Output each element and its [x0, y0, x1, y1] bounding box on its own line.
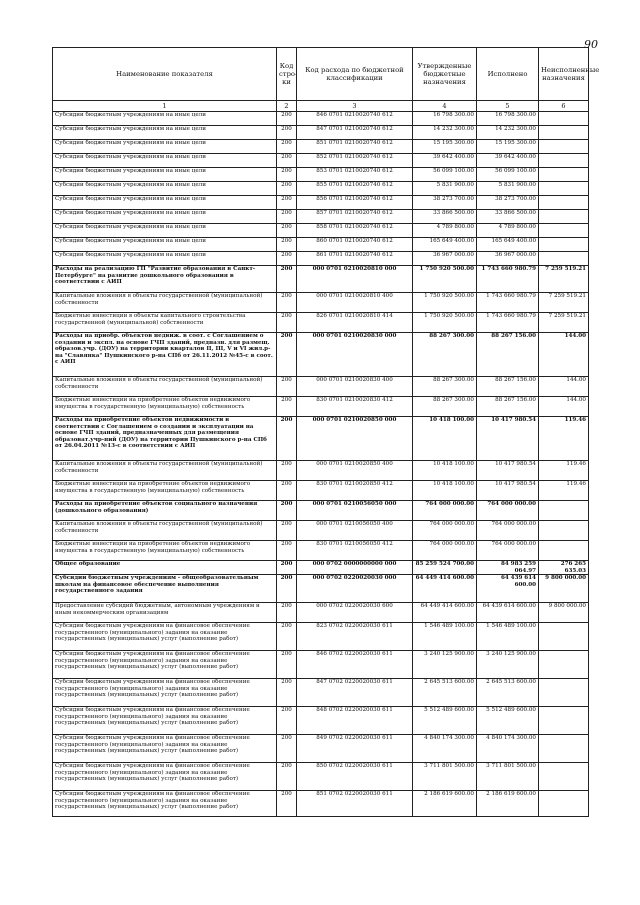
row-approved: 764 000 000.00 — [413, 501, 477, 521]
row-unexecuted: 7 259 519.21 — [539, 293, 589, 313]
row-executed: 38 273 700.00 — [477, 196, 539, 210]
row-line-code: 200 — [277, 623, 297, 651]
table-row — [53, 154, 589, 168]
table-row — [53, 791, 589, 817]
row-name: Бюджетные инвестиции на приобретение объектов недвижимого имущества в государственную (муниципальную) собственность — [53, 397, 277, 417]
header-unexecuted: Неисполненные назначения — [539, 48, 589, 101]
row-executed: 64 439 614 600.00 — [477, 603, 539, 623]
table-row — [53, 707, 589, 735]
row-name: Субсидии бюджетным учреждениям на финансовое обеспечение государственного (муниципального) задания на оказание государственных (муниципальных) услуг (выполнение работ) — [53, 651, 277, 679]
row-unexecuted — [539, 182, 589, 196]
col-number-4: 4 — [413, 101, 477, 112]
table-row — [53, 541, 589, 561]
table-row — [53, 293, 589, 313]
row-line-code: 200 — [277, 293, 297, 313]
table-row — [53, 196, 589, 210]
row-unexecuted — [539, 707, 589, 735]
col-number-5: 5 — [477, 101, 539, 112]
row-approved: 1 750 920 500.00 — [413, 266, 477, 293]
row-executed: 5 831 900.00 — [477, 182, 539, 196]
row-name: Субсидии бюджетным учреждениям на иные цели — [53, 210, 277, 224]
table-row — [53, 252, 589, 266]
header-approved: Утвержденные бюджетные назначения — [413, 48, 477, 101]
row-executed: 1 546 489 100.00 — [477, 623, 539, 651]
row-executed: 165 649 400.00 — [477, 238, 539, 252]
row-name: Капитальные вложения в объекты государственной (муниципальной) собственности — [53, 293, 277, 313]
row-unexecuted — [539, 196, 589, 210]
row-name: Субсидии бюджетным учреждениям на иные цели — [53, 196, 277, 210]
row-line-code: 200 — [277, 182, 297, 196]
row-expense-code: 846 0701 0210020740 612 — [297, 112, 413, 126]
row-approved: 764 000 000.00 — [413, 521, 477, 541]
row-approved: 38 273 700.00 — [413, 196, 477, 210]
row-name: Субсидии бюджетным учреждениям на финансовое обеспечение государственного (муниципального) задания на оказание государственных (муниципальных) услуг (выполнение работ) — [53, 679, 277, 707]
row-line-code: 200 — [277, 112, 297, 126]
row-unexecuted: 119.46 — [539, 461, 589, 481]
row-approved: 165 649 400.00 — [413, 238, 477, 252]
row-executed: 33 866 500.00 — [477, 210, 539, 224]
row-unexecuted — [539, 541, 589, 561]
row-approved: 88 267 300.00 — [413, 397, 477, 417]
row-approved: 764 000 000.00 — [413, 541, 477, 561]
row-unexecuted: 276 265 635.03 — [539, 561, 589, 575]
header-expense-code: Код расхода по бюджетной классификации — [297, 48, 413, 101]
row-expense-code: 823 0702 0220020030 611 — [297, 623, 413, 651]
row-expense-code: 000 0701 0210056050 400 — [297, 521, 413, 541]
row-unexecuted — [539, 791, 589, 817]
row-executed: 10 417 980.54 — [477, 417, 539, 461]
table-row — [53, 224, 589, 238]
row-unexecuted: 144.00 — [539, 333, 589, 377]
row-unexecuted: 9 800 000.00 — [539, 603, 589, 623]
row-name: Субсидии бюджетным учреждениям - общеобразовательным школам на финансовое обеспечение выполнения государственного задания — [53, 575, 277, 603]
row-name: Субсидии бюджетным учреждениям на иные цели — [53, 112, 277, 126]
row-unexecuted — [539, 763, 589, 791]
row-unexecuted — [539, 154, 589, 168]
row-line-code: 200 — [277, 417, 297, 461]
row-approved: 4 789 800.00 — [413, 224, 477, 238]
row-approved: 2 645 513 600.00 — [413, 679, 477, 707]
row-expense-code: 830 0701 0210056050 412 — [297, 541, 413, 561]
row-line-code: 200 — [277, 196, 297, 210]
table-header — [53, 48, 600, 112]
row-approved: 1 750 920 500.00 — [413, 313, 477, 333]
row-expense-code: 852 0701 0210020740 612 — [297, 154, 413, 168]
header-line-code: Код стро-ки — [277, 48, 297, 101]
table-row — [53, 168, 589, 182]
row-unexecuted: 7 259 519.21 — [539, 266, 589, 293]
row-line-code: 200 — [277, 735, 297, 763]
row-line-code: 200 — [277, 679, 297, 707]
row-line-code: 200 — [277, 575, 297, 603]
row-unexecuted: 7 259 519.21 — [539, 313, 589, 333]
row-expense-code: 830 0701 0210020850 412 — [297, 481, 413, 501]
table-row — [53, 575, 589, 603]
row-line-code: 200 — [277, 707, 297, 735]
row-unexecuted: 119.46 — [539, 417, 589, 461]
row-unexecuted — [539, 126, 589, 140]
row-unexecuted — [539, 224, 589, 238]
row-line-code: 200 — [277, 651, 297, 679]
row-unexecuted: 119.46 — [539, 481, 589, 501]
row-expense-code: 830 0701 0210020830 412 — [297, 397, 413, 417]
table-row — [53, 333, 589, 377]
row-approved: 36 967 000.00 — [413, 252, 477, 266]
row-expense-code: 000 0701 0210020850 000 — [297, 417, 413, 461]
row-line-code: 200 — [277, 224, 297, 238]
row-unexecuted — [539, 112, 589, 126]
row-line-code: 200 — [277, 561, 297, 575]
row-expense-code: 000 0701 0210056050 000 — [297, 501, 413, 521]
row-executed: 64 439 614 600.00 — [477, 575, 539, 603]
row-line-code: 200 — [277, 154, 297, 168]
row-executed: 4 840 174 300.00 — [477, 735, 539, 763]
row-approved: 3 711 801 500.00 — [413, 763, 477, 791]
table-row — [53, 603, 589, 623]
row-line-code: 200 — [277, 501, 297, 521]
table-row — [53, 377, 589, 397]
table-row — [53, 735, 589, 763]
row-line-code: 200 — [277, 126, 297, 140]
row-executed: 39 642 400.00 — [477, 154, 539, 168]
col-number-2: 2 — [277, 101, 297, 112]
row-name: Капитальные вложения в объекты государственной (муниципальной) собственности — [53, 461, 277, 481]
row-name: Субсидии бюджетным учреждениям на финансовое обеспечение государственного (муниципального) задания на оказание государственных (муниципальных) услуг (выполнение работ) — [53, 763, 277, 791]
row-name: Субсидии бюджетным учреждениям на финансовое обеспечение государственного (муниципального) задания на оказание государственных (муниципальных) услуг (выполнение работ) — [53, 791, 277, 817]
col-number-6: 6 — [539, 101, 589, 112]
table-row — [53, 763, 589, 791]
row-unexecuted — [539, 651, 589, 679]
row-executed: 14 232 300.00 — [477, 126, 539, 140]
row-executed: 15 195 300.00 — [477, 140, 539, 154]
row-line-code: 200 — [277, 791, 297, 817]
row-executed: 3 711 801 500.00 — [477, 763, 539, 791]
row-unexecuted — [539, 238, 589, 252]
row-line-code: 200 — [277, 603, 297, 623]
table-row — [53, 210, 589, 224]
row-name: Субсидии бюджетным учреждениям на финансовое обеспечение государственного (муниципального) задания на оказание государственных (муниципальных) услуг (выполнение работ) — [53, 735, 277, 763]
row-name: Субсидии бюджетным учреждениям на финансовое обеспечение государственного (муниципального) задания на оказание государственных (муниципальных) услуг (выполнение работ) — [53, 707, 277, 735]
row-line-code: 200 — [277, 313, 297, 333]
table-row — [53, 521, 589, 541]
table-row — [53, 140, 589, 154]
row-unexecuted — [539, 679, 589, 707]
row-approved: 16 798 300.00 — [413, 112, 477, 126]
row-expense-code: 000 0702 0220020030 000 — [297, 575, 413, 603]
row-unexecuted — [539, 521, 589, 541]
table-row — [53, 397, 589, 417]
budget-execution-table — [52, 47, 600, 817]
row-expense-code: 826 0701 0210020810 414 — [297, 313, 413, 333]
row-name: Расходы на приобр. объектов недвиж. в соот. с Соглашением о создании и экспл. на основе ГЧП зданий, предназн. для размещ. образов.учр. (ДОУ) на территории кварталов II, III, V и VI жил.р-на "Славянка" Пушкинского р-на СПб от 26.11.2012 №45-с в соот. с АИП — [53, 333, 277, 377]
row-unexecuted — [539, 735, 589, 763]
row-line-code: 200 — [277, 763, 297, 791]
row-approved: 5 512 489 600.00 — [413, 707, 477, 735]
row-line-code: 200 — [277, 377, 297, 397]
row-expense-code: 847 0702 0220020030 611 — [297, 679, 413, 707]
row-approved: 2 186 619 600.00 — [413, 791, 477, 817]
table-row — [53, 182, 589, 196]
row-expense-code: 851 0702 0220020030 611 — [297, 791, 413, 817]
row-expense-code: 850 0702 0220020030 611 — [297, 763, 413, 791]
row-executed: 5 512 489 600.00 — [477, 707, 539, 735]
row-executed: 764 000 000.00 — [477, 541, 539, 561]
row-approved: 4 840 174 300.00 — [413, 735, 477, 763]
row-name: Субсидии бюджетным учреждениям на иные цели — [53, 224, 277, 238]
row-expense-code: 848 0702 0220020030 611 — [297, 707, 413, 735]
row-approved: 15 195 300.00 — [413, 140, 477, 154]
row-unexecuted — [539, 623, 589, 651]
row-name: Расходы на реализацию ГП "Развитие образования в Санкт-Петербурге" на развитие дошкольного образования в соответствии с АИП — [53, 266, 277, 293]
row-line-code: 200 — [277, 210, 297, 224]
row-line-code: 200 — [277, 140, 297, 154]
table-row — [53, 561, 589, 575]
row-approved: 1 546 489 100.00 — [413, 623, 477, 651]
table-row — [53, 501, 589, 521]
table-row — [53, 481, 589, 501]
table-row — [53, 313, 589, 333]
row-approved: 64 449 414 600.00 — [413, 575, 477, 603]
row-expense-code: 855 0701 0210020740 612 — [297, 182, 413, 196]
row-line-code: 200 — [277, 333, 297, 377]
row-executed: 10 417 980.54 — [477, 481, 539, 501]
row-executed: 88 267 156.00 — [477, 377, 539, 397]
row-unexecuted — [539, 501, 589, 521]
row-approved: 3 240 125 900.00 — [413, 651, 477, 679]
table-row — [53, 238, 589, 252]
row-approved: 64 449 414 600.00 — [413, 603, 477, 623]
table-row — [53, 266, 589, 293]
row-executed: 88 267 156.00 — [477, 333, 539, 377]
row-executed: 1 743 660 980.79 — [477, 293, 539, 313]
row-expense-code: 853 0701 0210020740 612 — [297, 168, 413, 182]
row-name: Капитальные вложения в объекты государственной (муниципальной) собственности — [53, 521, 277, 541]
table-row — [53, 623, 589, 651]
row-executed: 764 000 000.00 — [477, 521, 539, 541]
row-executed: 88 267 156.00 — [477, 397, 539, 417]
col-number-3: 3 — [297, 101, 413, 112]
row-name: Субсидии бюджетным учреждениям на иные цели — [53, 182, 277, 196]
row-expense-code: 000 0701 0210020850 400 — [297, 461, 413, 481]
row-expense-code: 846 0702 0220020030 611 — [297, 651, 413, 679]
row-name: Субсидии бюджетным учреждениям на иные цели — [53, 140, 277, 154]
row-executed: 764 000 000.00 — [477, 501, 539, 521]
row-expense-code: 860 0701 0210020740 612 — [297, 238, 413, 252]
row-name: Субсидии бюджетным учреждениям на иные цели — [53, 154, 277, 168]
row-approved: 88 267 300.00 — [413, 333, 477, 377]
row-expense-code: 000 0701 0210020830 000 — [297, 333, 413, 377]
row-unexecuted — [539, 252, 589, 266]
row-expense-code: 000 0702 0000000000 000 — [297, 561, 413, 575]
row-name: Бюджетные инвестиции в объекты капитального строительства государственной (муниципальной) собственности — [53, 313, 277, 333]
row-expense-code: 857 0701 0210020740 612 — [297, 210, 413, 224]
row-expense-code: 847 0701 0210020740 612 — [297, 126, 413, 140]
row-expense-code: 000 0701 0210020810 000 — [297, 266, 413, 293]
row-approved: 33 866 500.00 — [413, 210, 477, 224]
row-expense-code: 851 0701 0210020740 612 — [297, 140, 413, 154]
header-executed: Исполнено — [477, 48, 539, 101]
row-line-code: 200 — [277, 266, 297, 293]
row-name: Бюджетные инвестиции на приобретение объектов недвижимого имущества в государственную (муниципальную) собственность — [53, 481, 277, 501]
row-approved: 5 831 900.00 — [413, 182, 477, 196]
row-line-code: 200 — [277, 521, 297, 541]
table-body — [53, 112, 589, 817]
row-expense-code: 000 0701 0210020830 400 — [297, 377, 413, 397]
row-executed: 3 240 125 900.00 — [477, 651, 539, 679]
row-line-code: 200 — [277, 481, 297, 501]
row-approved: 56 099 100.00 — [413, 168, 477, 182]
row-name: Расходы на приобретение объектов социального назначения (дошкольного образования) — [53, 501, 277, 521]
row-name: Субсидии бюджетным учреждениям на иные цели — [53, 238, 277, 252]
row-line-code: 200 — [277, 252, 297, 266]
row-line-code: 200 — [277, 541, 297, 561]
row-executed: 1 743 660 980.79 — [477, 313, 539, 333]
row-unexecuted: 144.00 — [539, 377, 589, 397]
row-executed: 2 186 619 600.00 — [477, 791, 539, 817]
row-approved: 85 259 524 700.00 — [413, 561, 477, 575]
row-executed: 10 417 980.54 — [477, 461, 539, 481]
row-unexecuted — [539, 210, 589, 224]
row-name: Субсидии бюджетным учреждениям на иные цели — [53, 168, 277, 182]
row-name: Предоставление субсидий бюджетным, автономным учреждениям и иным некоммерческим организациям — [53, 603, 277, 623]
table-row — [53, 417, 589, 461]
row-line-code: 200 — [277, 397, 297, 417]
row-approved: 39 642 400.00 — [413, 154, 477, 168]
row-name: Бюджетные инвестиции на приобретение объектов недвижимого имущества в государственную (муниципальную) собственность — [53, 541, 277, 561]
row-name: Капитальные вложения в объекты государственной (муниципальной) собственности — [53, 377, 277, 397]
row-line-code: 200 — [277, 461, 297, 481]
row-expense-code: 849 0702 0220020030 611 — [297, 735, 413, 763]
page-number: 90 — [584, 38, 598, 51]
row-approved: 14 232 300.00 — [413, 126, 477, 140]
row-approved: 10 418 100.00 — [413, 417, 477, 461]
row-executed: 2 645 513 600.00 — [477, 679, 539, 707]
row-executed: 16 798 300.00 — [477, 112, 539, 126]
row-line-code: 200 — [277, 238, 297, 252]
row-expense-code: 000 0702 0220020030 600 — [297, 603, 413, 623]
row-approved: 10 418 100.00 — [413, 481, 477, 501]
row-approved: 1 750 920 500.00 — [413, 293, 477, 313]
table-row — [53, 126, 589, 140]
row-name: Расходы на приобретение объектов недвижимости в соответствии с Соглашением о создании и эксплуатации на основе ГЧП зданий, предназначенных для размещения образоват.учр-ний (ДОУ) на территории Пушкинского р-на СПб от 26.04.2011 №13-с в соответствии с АИП — [53, 417, 277, 461]
row-name: Субсидии бюджетным учреждениям на иные цели — [53, 252, 277, 266]
row-expense-code: 000 0701 0210020810 400 — [297, 293, 413, 313]
row-executed: 56 099 100.00 — [477, 168, 539, 182]
row-approved: 88 267 300.00 — [413, 377, 477, 397]
row-executed: 36 967 000.00 — [477, 252, 539, 266]
row-unexecuted: 9 800 000.00 — [539, 575, 589, 603]
row-unexecuted — [539, 140, 589, 154]
row-line-code: 200 — [277, 168, 297, 182]
row-unexecuted: 144.00 — [539, 397, 589, 417]
table-row — [53, 112, 589, 126]
row-expense-code: 861 0701 0210020740 612 — [297, 252, 413, 266]
row-approved: 10 418 100.00 — [413, 461, 477, 481]
row-unexecuted — [539, 168, 589, 182]
header-name: Наименование показателя — [53, 48, 277, 101]
row-executed: 4 789 800.00 — [477, 224, 539, 238]
row-expense-code: 856 0701 0210020740 612 — [297, 196, 413, 210]
row-executed: 1 743 660 980.79 — [477, 266, 539, 293]
row-name: Субсидии бюджетным учреждениям на иные цели — [53, 126, 277, 140]
row-name: Субсидии бюджетным учреждениям на финансовое обеспечение государственного (муниципального) задания на оказание государственных (муниципальных) услуг (выполнение работ) — [53, 623, 277, 651]
table-row — [53, 679, 589, 707]
row-executed: 84 983 259 064.97 — [477, 561, 539, 575]
row-expense-code: 858 0701 0210020740 612 — [297, 224, 413, 238]
table-row — [53, 651, 589, 679]
col-number-1: 1 — [53, 101, 277, 112]
row-name: Общее образование — [53, 561, 277, 575]
table-row — [53, 461, 589, 481]
